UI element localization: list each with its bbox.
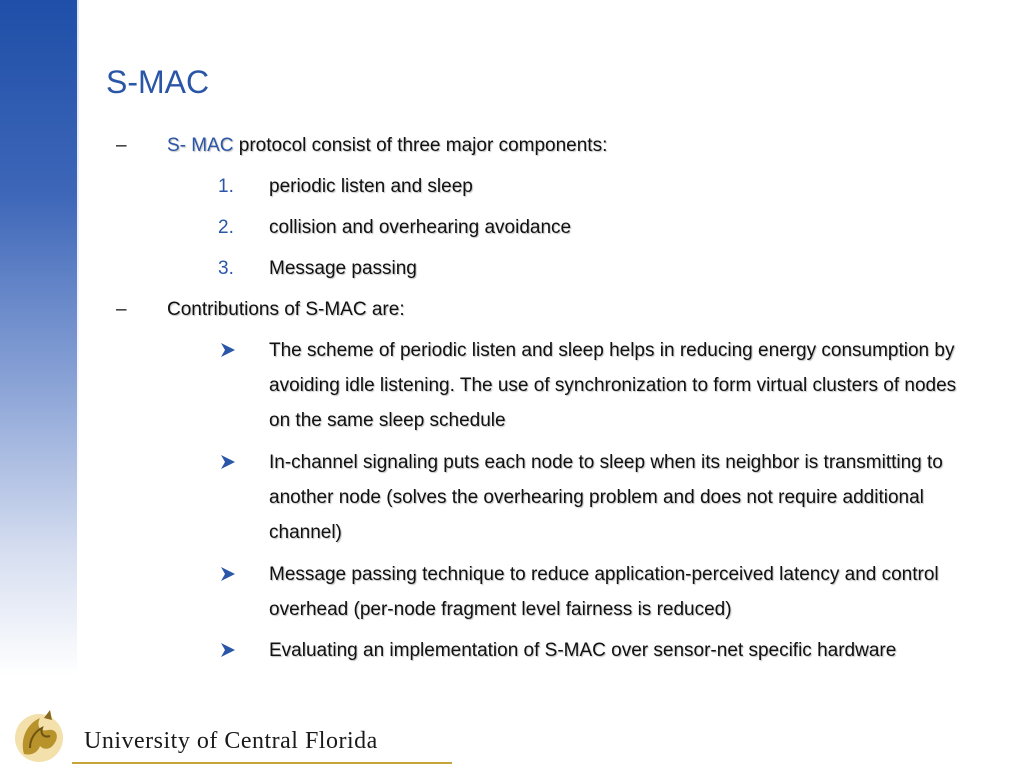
slide-title: S-MAC: [106, 64, 210, 100]
contribution-item: Evaluating an implementation of S-MAC over sensor-net specific hardware: [269, 640, 897, 661]
contribution-item: Message passing technique to reduce application-perceived latency and control overhead (per-node fragment level fairness is reduced): [269, 564, 939, 620]
contribution-item: The scheme of periodic listen and sleep helps in reducing energy consumption by avoiding idle listening. The use of synchronization to form virtual clusters of nodes on the same sleep schedule: [269, 340, 957, 431]
component-number: 1.: [218, 176, 234, 197]
contributions-heading: Contributions of S-MAC are:: [167, 299, 405, 320]
pegasus-logo-icon: [10, 706, 68, 766]
arrowhead-bullet-icon: [219, 341, 237, 359]
component-number: 2.: [218, 217, 234, 238]
intro-highlight: S- MAC: [167, 135, 234, 156]
arrowhead-bullet-icon: [219, 641, 237, 659]
institution-name: University of Central Florida: [84, 728, 378, 754]
component-text: periodic listen and sleep: [269, 176, 473, 197]
dash-bullet: –: [116, 299, 127, 320]
component-text: Message passing: [269, 258, 417, 279]
intro-line: [167, 135, 607, 157]
footer-gold-rule: [72, 762, 452, 764]
contribution-item: In-channel signaling puts each node to sleep when its neighbor is transmitting to another node (solves the overhearing problem and does not require additional channel): [269, 452, 943, 543]
slide-footer: [0, 700, 1024, 768]
arrowhead-bullet-icon: [219, 565, 237, 583]
intro-text: protocol consist of three major components:: [233, 135, 608, 156]
dash-bullet: –: [116, 135, 127, 156]
component-number: 3.: [218, 258, 234, 279]
component-text: collision and overhearing avoidance: [269, 217, 572, 238]
arrowhead-bullet-icon: [219, 453, 237, 471]
